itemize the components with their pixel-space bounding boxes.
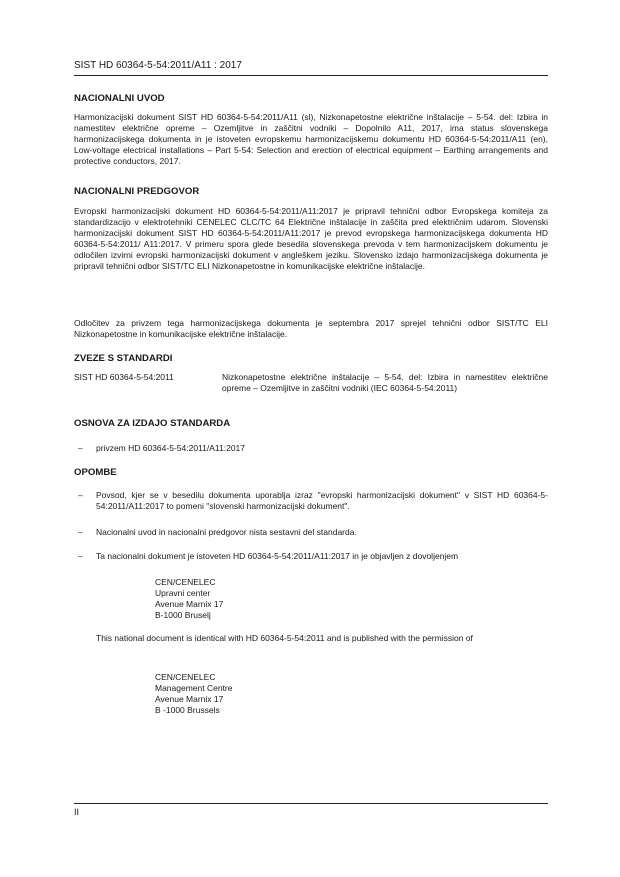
section-title-osnova: OSNOVA ZA IZDAJO STANDARDA — [74, 418, 231, 429]
header-doc-id: SIST HD 60364-5-54:2011/A11 : 2017 — [74, 60, 242, 71]
opombe-item-3-text: Ta nacionalni dokument je istoveten HD 60364-5-54:2011/A11:2017 in je objavljen z dovoljenjem — [96, 551, 459, 561]
address-line: Management Centre — [155, 682, 233, 693]
address-english — [155, 672, 233, 716]
address-line: B-1000 Bruselj — [155, 609, 211, 620]
reference-row — [74, 372, 548, 408]
section-title-opombe: OPOMBE — [74, 467, 117, 478]
address-line: Upravni center — [155, 587, 211, 598]
address-line: Avenue Marnix 17 — [155, 598, 224, 609]
document-header — [74, 60, 548, 76]
section-title-zveze: ZVEZE S STANDARDI — [74, 353, 173, 364]
english-note: This national document is identical with HD 60364-5-54:2011 and is published with the permission of — [96, 633, 473, 643]
osnova-item-text: privzem HD 60364-5-54:2011/A11:2017 — [96, 443, 245, 453]
bullet-dash: – — [78, 490, 83, 500]
address-line: CEN/CENELEC — [155, 672, 216, 682]
bullet-dash: – — [78, 527, 83, 537]
section-title-nacionalni-predgovor: NACIONALNI PREDGOVOR — [74, 186, 200, 197]
bullet-dash: – — [78, 443, 83, 453]
section-title-nacionalni-uvod: NACIONALNI UVOD — [74, 93, 165, 104]
nacionalni-predgovor-text-2: Odločitev za privzem tega harmonizacijskega dokumenta je septembra 2017 sprejel tehnični odbor SIST/TC ELI Nizkonapetostne in komunikacijske električne inštalacije. — [74, 318, 548, 339]
address-line: B -1000 Brussels — [155, 704, 220, 715]
page-number: II — [74, 807, 80, 817]
bullet-dash: – — [78, 551, 83, 561]
opombe-item-2-text: Nacionalni uvod in nacionalni predgovor nista sestavni del standarda. — [96, 527, 357, 537]
footer-divider — [74, 803, 548, 804]
reference-code: SIST HD 60364-5-54:2011 — [74, 372, 174, 382]
nacionalni-predgovor-text-1: Evropski harmonizacijski dokument HD 60364-5-54:2011/A11:2017 je pripravil tehnični odbor Evropskega komiteja za standardizacijo v elektrotehniki CENELEC CLC/TC 64 Električne inštalacije in zaščita pred električnim udarom. Slovenski harmonizacijski dokument SIST HD 60364-5-54:2011/A11:2017 je prevod evropskega harmonizacijskega dokumenta HD 60364-5-54:2011/ A11:2017. V primeru spora glede besedila slovenskega prevoda v tem harmonizacijskem dokumentu je odločilen izvirni evropski harmonizacijski dokument v angleškem jeziku. Slovensko izdajo harmonizacijskega dokumenta je pripravil tehnični odbor SIST/TC ELI Nizkonapetostne in komunikacijske električne inštalacije. — [74, 206, 548, 271]
address-line: Avenue Marnix 17 — [155, 693, 224, 704]
opombe-item-1-text: Povsod, kjer se v besedilu dokumenta uporablja izraz "evropski harmonizacijski dokument" v SIST HD 60364-5-54:2011/A11:2017 to pomeni "slovenski harmonizacijski dokument". — [96, 490, 548, 511]
reference-description: Nizkonapetostne električne inštalacije – 5-54. del: Izbira in namestitev električne opreme – Ozemljitve in zaščitni vodniki (IEC 60364-5-54:2011) — [222, 372, 548, 393]
address-slovenian — [155, 577, 223, 621]
address-line: CEN/CENELEC — [155, 577, 216, 587]
nacionalni-uvod-text: Harmonizacijski dokument SIST HD 60364-5-54:2011/A11 (sl), Nizkonapetostne električne inštalacije – 5-54. del: Izbira in namestitev električne opreme – Ozemljitve in zaščitni vodniki – Dopolnilo A11, 2017, ima status slovenskega harmonizacijskega dokumenta in je istoveten evropskemu harmonizacijskemu dokumentu HD 60364-5-54:2011/A11 (en), Low-voltage electrical installations – Part 5-54: Selection and erection of electrical equipment – Earthing arrangements and protective conductors, 2017. — [74, 112, 548, 166]
